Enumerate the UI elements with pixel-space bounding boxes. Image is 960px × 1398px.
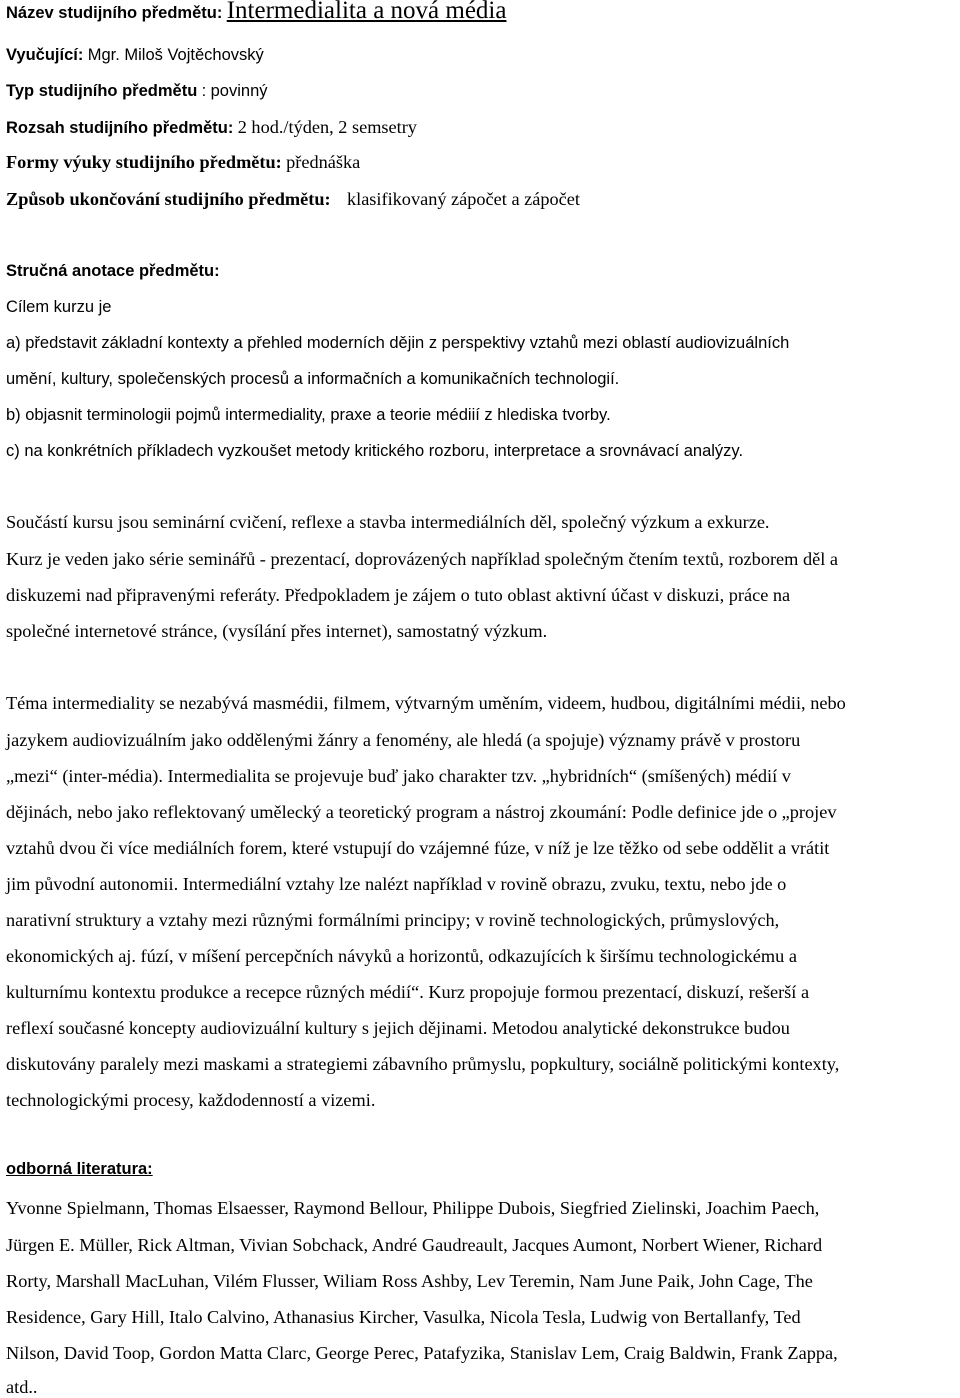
paragraph2-line: narativní struktury a vztahy mezi různými formálními principy; v rovině technologických, průmyslových, (6, 910, 780, 930)
paragraph2-line: reflexí současné koncepty audiovizuální kultury s jejich dějinami. Metodou analytické dekonstrukce budou (6, 1018, 790, 1038)
literature-line: Residence, Gary Hill, Italo Calvino, Athanasius Kircher, Vasulka, Nicola Tesla, Ludwig von Bertallanfy, Ted (6, 1307, 801, 1327)
paragraph2-line: „mezi“ (inter-média). Intermedialita se projevuje buď jako charakter tzv. „hybridních“ (smíšených) médií v (6, 766, 791, 786)
teacher-value: Mgr. Miloš Vojtěchovský (87, 46, 264, 64)
annotation-line-a1: a) představit základní kontexty a přehled moderních dějin z perspektivy vztahů mezi oblastí audiovizuálních (6, 334, 790, 352)
paragraph2-line: vztahů dvou či více mediálních forem, které vstupují do vzájemné fúze, v níž je lze těžko od sebe oddělit a vrátit (6, 838, 830, 858)
forms-label: Formy výuky studijního předmětu: (6, 152, 282, 172)
course-name-value: Intermedialita a nová média (226, 0, 507, 24)
annotation-heading: Stručná anotace předmětu: (6, 262, 220, 280)
literature-line: Nilson, David Toop, Gordon Matta Clarc, George Perec, Patafyzika, Stanislav Lem, Craig Baldwin, Frank Zappa, (6, 1343, 838, 1363)
paragraph1-line: společné internetové stránce, (vysílání přes internet), samostatný výzkum. (6, 621, 548, 641)
scope-label: Rozsah studijního předmětu: (6, 119, 234, 137)
teacher-label: Vyučující: (6, 46, 84, 64)
course-name-row (6, 0, 506, 24)
annotation-line-b: b) objasnit terminologii pojmů intermediality, praxe a teorie médiií z hlediska tvorby. (6, 406, 611, 424)
paragraph2-line: Téma intermediality se nezabývá masmédii, filmem, výtvarným uměním, videem, hudbou, digitálními médii, nebo (6, 693, 846, 713)
completion-row (6, 188, 580, 210)
completion-value: klasifikovaný zápočet a zápočet (346, 189, 580, 209)
paragraph2-line: jazykem audiovizuálním jako oddělenými žánry a fenomény, ale hledá (a spojuje) významy právě v prostoru (6, 730, 801, 750)
annotation-line-a2: umění, kultury, společenských procesů a informačních a komunikačních technologií. (6, 370, 620, 388)
scope-row (6, 116, 417, 139)
paragraph1-line: diskuzemi nad připravenými referáty. Předpokladem je zájem o tuto oblast aktivní účast v diskuzi, práce na (6, 585, 791, 605)
forms-row (6, 151, 360, 173)
completion-label: Způsob ukončování studijního předmětu: (6, 189, 331, 209)
paragraph2-line: ekonomických aj. fúzí, v míšení percepčních návyků a horizontů, odkazujících k širšímu technologickému a (6, 946, 797, 966)
literature-line: atd.. (6, 1377, 38, 1397)
literature-heading: odborná literatura: (6, 1160, 153, 1178)
paragraph1-line: Součástí kursu jsou seminární cvičení, reflexe a stavba intermediálních děl, společný výzkum a exkurze. (6, 512, 770, 532)
paragraph2-line: technologickými procesy, každodenností a vizemi. (6, 1090, 376, 1110)
paragraph2-line: kulturnímu kontextu produkce a recepce různých médií“. Kurz propojuje formou prezentací, diskuzí, rešerší a (6, 982, 810, 1002)
paragraph1-line: Kurz je veden jako série seminářů - prezentací, doprovázených například společným čtením textů, rozborem děl a (6, 549, 838, 569)
course-name-label: Název studijního předmětu: (6, 4, 223, 22)
paragraph2-line: diskutovány paralely mezi maskami a strategiemi zábavního průmyslu, popkultury, sociálně politickými kontexty, (6, 1054, 840, 1074)
type-label: Typ studijního předmětu (6, 82, 198, 100)
type-row (6, 79, 268, 102)
scope-value: 2 hod./týden, 2 semsetry (237, 117, 417, 137)
literature-line: Jürgen E. Müller, Rick Altman, Vivian Sobchack, André Gaudreault, Jacques Aumont, Norbert Wiener, Richard (6, 1235, 823, 1255)
annotation-line-c: c) na konkrétních příkladech vyzkoušet metody kritického rozboru, interpretace a srovnávací analýzy. (6, 442, 744, 460)
annotation-intro: Cílem kurzu je (6, 298, 112, 316)
type-value: povinný (210, 82, 268, 100)
paragraph2-line: jim původní autonomii. Intermediální vztahy lze nalézt například v rovině obrazu, zvuku, textu, nebo jde o (6, 874, 787, 894)
paragraph2-line: dějinách, nebo jako reflektovaný umělecký a teoretický program a nástroj zkoumání: Podle definice jde o „projev (6, 802, 837, 822)
type-sep: : (201, 82, 207, 100)
teacher-row (6, 43, 264, 66)
literature-line: Rorty, Marshall MacLuhan, Vilém Flusser, Wiliam Ross Ashby, Lev Teremin, Nam June Paik, John Cage, The (6, 1271, 813, 1291)
forms-value: přednáška (286, 152, 361, 172)
literature-line: Yvonne Spielmann, Thomas Elsaesser, Raymond Bellour, Philippe Dubois, Siegfried Zielinski, Joachim Paech, (6, 1198, 820, 1218)
